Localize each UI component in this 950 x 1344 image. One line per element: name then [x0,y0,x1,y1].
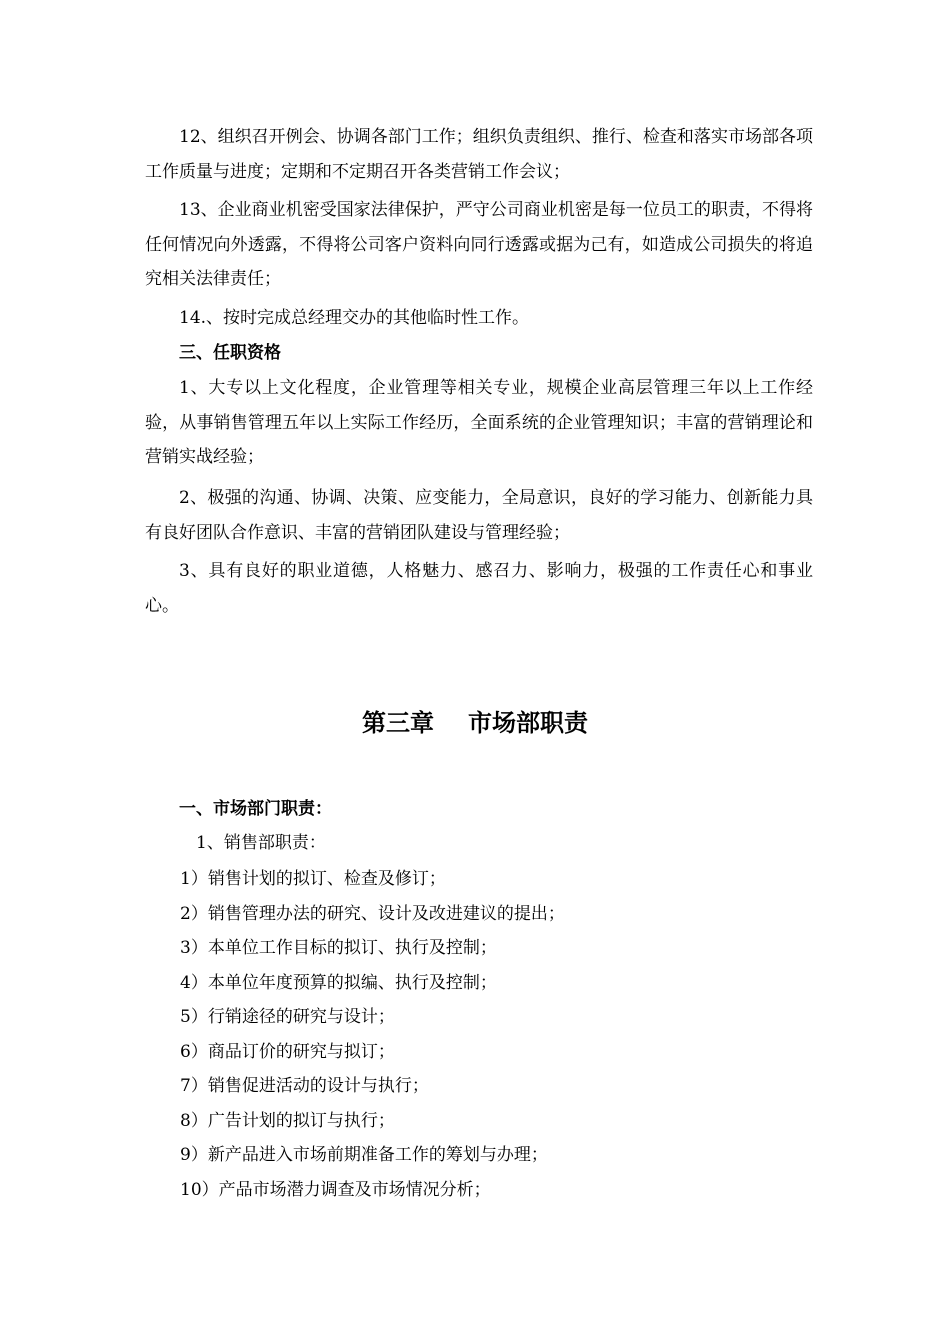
list-item: 4）本单位年度预算的拟编、执行及控制； [180,972,497,993]
chapter-title [0,700,950,746]
list-item: 9）新产品进入市场前期准备工作的筹划与办理； [180,1145,548,1165]
list-item: 7）销售促进活动的设计与执行； [180,1076,429,1096]
paragraph-item-14: 14.、按时完成总经理交办的其他临时性工作。 [179,308,530,328]
subsection-heading-sales-duties: 1、销售部职责： [196,833,326,853]
paragraph-item-12: 12、组织召开例会、协调各部门工作；组织负责组织、推行、检查和落实市场部各项工作质量与进度；定期和不定期召开各类营销工作会议； [145,127,813,182]
paragraph-item-13: 13、企业商业机密受国家法律保护，严守公司商业机密是每一位员工的职责，不得将任何情况向外透露，不得将公司客户资料向同行透露或据为己有，如造成公司损失的将追究相关法律责任； [145,200,813,289]
list-item: 8）广告计划的拟订与执行； [180,1110,395,1131]
qualification-item-3: 3、具有良好的职业道德，人格魅力、感召力、影响力，极强的工作责任心和事业心。 [145,561,813,616]
list-item: 3）本单位工作目标的拟订、执行及控制； [180,938,497,958]
list-item: 6）商品订价的研究与拟订； [180,1041,395,1062]
sales-duties-list [180,862,565,1207]
list-item: 1）销售计划的拟订、检查及修订； [180,869,446,889]
list-item: 10）产品市场潜力调查及市场情况分析； [180,1179,491,1200]
chapter-number: 第三章 [362,708,434,737]
section-heading-market-duties: 一、市场部门职责： [179,799,332,819]
qualification-item-2: 2、极强的沟通、协调、决策、应变能力，全局意识，良好的学习能力、创新能力具有良好团队合作意识、丰富的营销团队建设与管理经验； [145,488,813,543]
section-heading-qualifications: 三、任职资格 [179,343,281,363]
chapter-name: 市场部职责 [468,708,588,737]
qualification-item-1: 1、大专以上文化程度，企业管理等相关专业，规模企业高层管理三年以上工作经验，从事销售管理五年以上实际工作经历，全面系统的企业管理知识；丰富的营销理论和营销实战经验； [145,378,813,467]
list-item: 5）行销途径的研究与设计； [180,1007,395,1027]
list-item: 2）销售管理办法的研究、设计及改进建议的提出； [180,903,565,924]
